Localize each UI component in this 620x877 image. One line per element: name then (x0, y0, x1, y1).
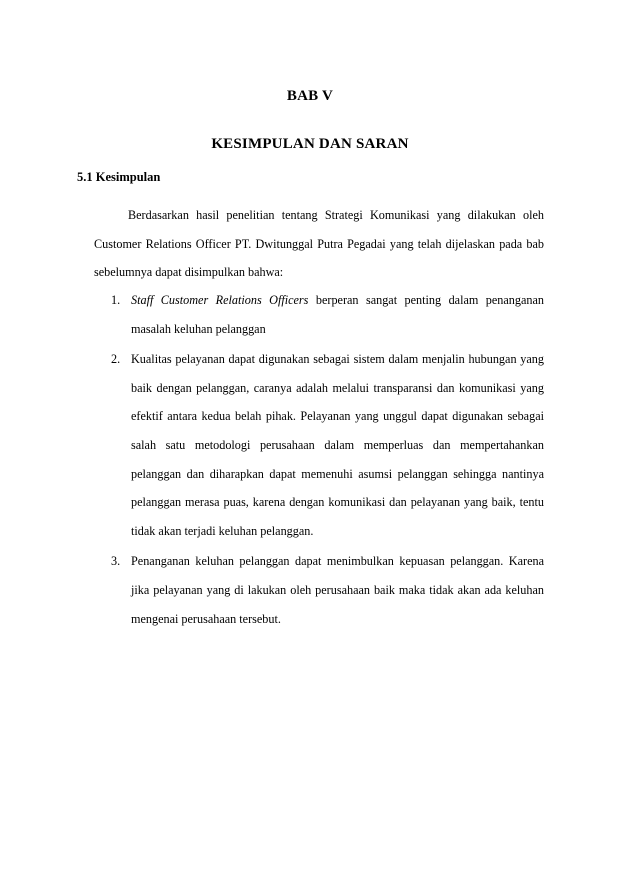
conclusion-text: Penanganan keluhan pelanggan dapat menimbulkan kepuasan pelanggan. Karena jika pelayanan yang di lakukan oleh perusahaan baik maka tidak akan ada keluhan mengenai perusahaan tersebut. (131, 554, 544, 626)
chapter-number: BAB V (286, 88, 334, 104)
conclusion-text: Kualitas pelayanan dapat digunakan sebagai sistem dalam menjalin hubungan yang baik dengan pelanggan, caranya adalah melalui transparansi dan komunikasi yang efektif antara kedua belah pihak. Pelayanan yang unggul dapat digunakan sebagai salah satu metodologi perusahaan dalam memperluas dan mempertahankan pelanggan dan diharapkan dapat memenuhi asumsi pelanggan sehingga nantinya pelanggan merasa puas, karena dengan komunikasi dan pelayanan yang baik, tentu tidak akan terjadi keluhan pelanggan. (131, 352, 544, 538)
conclusion-list (111, 286, 544, 635)
conclusion-emphasis: Staff Customer Relations Officers (131, 293, 309, 307)
conclusion-number: 2. (111, 352, 121, 367)
conclusion-number: 3. (111, 554, 121, 569)
conclusion-text: berperan sangat penting dalam penanganan masalah keluhan pelanggan (131, 293, 545, 336)
intro-paragraph: Berdasarkan hasil penelitian tentang Strategi Komunikasi yang dilakukan oleh Customer Relations Officer PT. Dwitunggal Putra Pegadai yang telah dijelaskan pada bab sebelumnya dapat disimpulkan bahwa: (94, 208, 544, 280)
conclusion-item (111, 286, 544, 343)
chapter-title: KESIMPULAN DAN SARAN (211, 136, 409, 152)
section-heading: 5.1 Kesimpulan (77, 170, 161, 184)
conclusion-number: 1. (111, 293, 121, 307)
conclusion-item (111, 345, 544, 545)
conclusion-item (111, 547, 544, 633)
